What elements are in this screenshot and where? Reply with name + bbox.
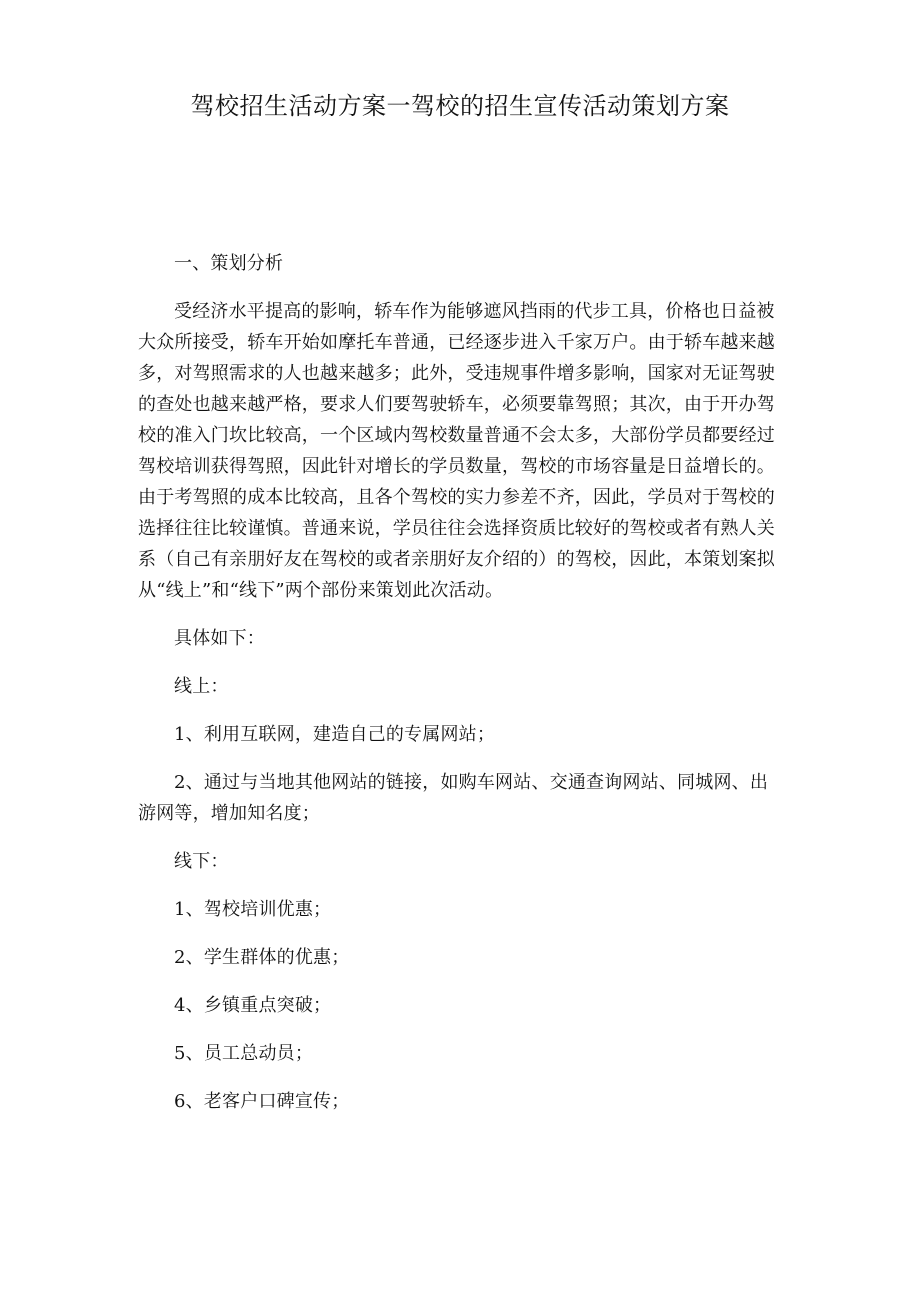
specific-intro: 具体如下：: [174, 628, 265, 649]
offline-item-2: 2、学生群体的优惠；: [174, 947, 350, 968]
analysis-paragraph: 受经济水平提高的影响，轿车作为能够遮风挡雨的代步工具，价格也日益被大众所接受，轿车开始如摩托车普通，已经逐步进入千家万户。由于轿车越来越多，对驾照需求的人也越来越多；此外，受违规事件增多影响，国家对无证驾驶的查处也越来越严格，要求人们要驾驶轿车，必须要靠驾照；其次，由于开办驾校的准入门坎比较高，一个区域内驾校数量普通不会太多，大部份学员都要经过驾校培训获得驾照，因此针对增长的学员数量，驾校的市场容量是日益增长的。由于考驾照的成本比较高，且各个驾校的实力参差不齐，因此，学员对于驾校的选择往往比较谨慎。普通来说，学员往往会选择资质比较好的驾校或者有熟人关系（自己有亲朋好友在驾校的或者亲朋好友介绍的）的驾校，因此，本策划案拟从“线上”和“线下”两个部份来策划此次活动。: [138, 301, 775, 601]
offline-item-4: 4、乡镇重点突破；: [174, 995, 332, 1016]
document-title: 驾校招生活动方案一驾校的招生宣传活动策划方案: [190, 92, 730, 120]
online-heading: 线上：: [174, 676, 229, 697]
online-item-1: 1、利用互联网，建造自己的专属网站；: [174, 724, 496, 745]
offline-item-6: 6、老客户口碑宣传；: [174, 1091, 350, 1112]
document-body: [138, 248, 782, 1134]
online-item-2: 2、通过与当地其他网站的链接，如购车网站、交通查询网站、同城网、出游网等，增加知名度；: [138, 772, 769, 824]
offline-item-5: 5、员工总动员；: [174, 1043, 314, 1064]
offline-heading: 线下：: [174, 851, 229, 872]
section-heading: 一、策划分析: [174, 253, 284, 274]
offline-item-1: 1、驾校培训优惠；: [174, 899, 332, 920]
